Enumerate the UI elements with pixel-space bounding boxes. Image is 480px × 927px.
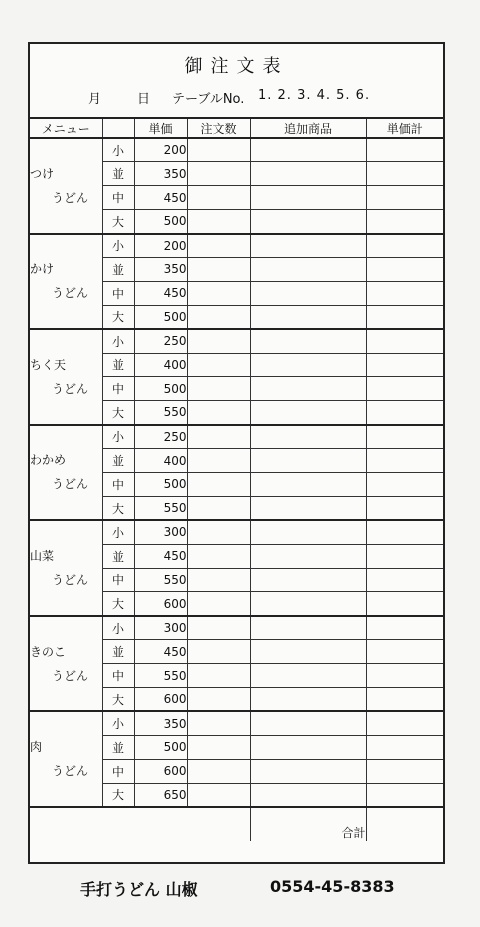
subtotal-input-cell[interactable]	[366, 592, 443, 616]
subtotal-input-cell[interactable]	[366, 711, 443, 735]
qty-input-cell[interactable]	[187, 257, 250, 281]
menu-item-name-line2: うどん	[52, 668, 89, 683]
price-cell: 400	[134, 353, 187, 377]
extra-input-cell[interactable]	[250, 377, 366, 401]
size-cell: 並	[102, 162, 134, 186]
qty-input-cell[interactable]	[187, 472, 250, 496]
price-cell: 500	[134, 735, 187, 759]
extra-input-cell[interactable]	[250, 281, 366, 305]
qty-input-cell[interactable]	[187, 138, 250, 162]
extra-input-cell[interactable]	[250, 401, 366, 425]
size-cell: 並	[102, 735, 134, 759]
price-cell: 500	[134, 210, 187, 234]
table-row	[30, 520, 443, 544]
qty-input-cell[interactable]	[187, 281, 250, 305]
subtotal-input-cell[interactable]	[366, 305, 443, 329]
subtotal-input-cell[interactable]	[366, 186, 443, 210]
order-table	[30, 117, 443, 841]
menu-item-name-line1: 肉	[30, 740, 43, 755]
size-cell: 大	[102, 687, 134, 711]
extra-input-cell[interactable]	[250, 186, 366, 210]
col-header-menu: メニュー	[30, 118, 102, 138]
size-cell: 中	[102, 568, 134, 592]
extra-input-cell[interactable]	[250, 162, 366, 186]
price-cell: 450	[134, 281, 187, 305]
extra-input-cell[interactable]	[250, 353, 366, 377]
extra-input-cell[interactable]	[250, 305, 366, 329]
menu-item-name-line1: つけ	[30, 166, 55, 181]
price-cell: 400	[134, 449, 187, 473]
size-cell: 小	[102, 616, 134, 640]
subtotal-input-cell[interactable]	[366, 472, 443, 496]
qty-input-cell[interactable]	[187, 759, 250, 783]
size-cell: 大	[102, 305, 134, 329]
subtotal-input-cell[interactable]	[366, 496, 443, 520]
total-row	[30, 807, 443, 841]
extra-input-cell[interactable]	[250, 210, 366, 234]
menu-item-name-line1: 山菜	[30, 549, 55, 564]
qty-input-cell[interactable]	[187, 234, 250, 258]
price-cell: 300	[134, 616, 187, 640]
price-cell: 500	[134, 472, 187, 496]
subtotal-input-cell[interactable]	[366, 568, 443, 592]
qty-input-cell[interactable]	[187, 329, 250, 353]
size-cell: 並	[102, 353, 134, 377]
price-cell: 350	[134, 711, 187, 735]
col-header-qty: 注文数	[187, 118, 250, 138]
qty-input-cell[interactable]	[187, 592, 250, 616]
subtotal-input-cell[interactable]	[366, 401, 443, 425]
size-cell: 中	[102, 664, 134, 688]
menu-item-name-line2: うどん	[52, 286, 89, 301]
size-cell: 中	[102, 377, 134, 401]
price-cell: 500	[134, 377, 187, 401]
size-cell: 大	[102, 783, 134, 807]
qty-input-cell[interactable]	[187, 162, 250, 186]
menu-item-name	[30, 425, 102, 521]
qty-input-cell[interactable]	[187, 687, 250, 711]
size-cell: 小	[102, 711, 134, 735]
subtotal-input-cell[interactable]	[366, 281, 443, 305]
table-row	[30, 711, 443, 735]
size-cell: 並	[102, 449, 134, 473]
subtotal-input-cell[interactable]	[366, 616, 443, 640]
size-cell: 大	[102, 401, 134, 425]
price-cell: 350	[134, 257, 187, 281]
subtotal-input-cell[interactable]	[366, 687, 443, 711]
extra-input-cell[interactable]	[250, 616, 366, 640]
size-cell: 小	[102, 425, 134, 449]
price-cell: 550	[134, 664, 187, 688]
menu-item-name	[30, 234, 102, 330]
extra-input-cell[interactable]	[250, 783, 366, 807]
price-cell: 450	[134, 186, 187, 210]
qty-input-cell[interactable]	[187, 616, 250, 640]
extra-input-cell[interactable]	[250, 735, 366, 759]
menu-item-name-line2: うどん	[52, 573, 89, 588]
table-row	[30, 234, 443, 258]
size-cell: 大	[102, 210, 134, 234]
subtotal-input-cell[interactable]	[366, 329, 443, 353]
extra-input-cell[interactable]	[250, 329, 366, 353]
qty-input-cell[interactable]	[187, 520, 250, 544]
qty-input-cell[interactable]	[187, 640, 250, 664]
price-cell: 550	[134, 496, 187, 520]
subtotal-input-cell[interactable]	[366, 783, 443, 807]
extra-input-cell[interactable]	[250, 592, 366, 616]
price-cell: 250	[134, 425, 187, 449]
extra-input-cell[interactable]	[250, 544, 366, 568]
col-header-size	[102, 118, 134, 138]
menu-item-name-line2: うどん	[52, 764, 89, 779]
col-header-extra: 追加商品	[250, 118, 366, 138]
price-cell: 650	[134, 783, 187, 807]
size-cell: 中	[102, 472, 134, 496]
qty-input-cell[interactable]	[187, 664, 250, 688]
menu-item-name-line1: きのこ	[30, 644, 67, 659]
menu-item-name-line2: うどん	[52, 190, 89, 205]
order-sheet	[28, 42, 445, 864]
subtotal-input-cell[interactable]	[366, 640, 443, 664]
price-cell: 600	[134, 592, 187, 616]
qty-input-cell[interactable]	[187, 377, 250, 401]
extra-input-cell[interactable]	[250, 711, 366, 735]
menu-item-name-line1: ちく天	[30, 357, 67, 372]
table-row	[30, 138, 443, 162]
price-cell: 450	[134, 640, 187, 664]
size-cell: 小	[102, 329, 134, 353]
menu-item-name	[30, 520, 102, 616]
extra-input-cell[interactable]	[250, 687, 366, 711]
page-title: 御注文表	[184, 56, 289, 77]
size-cell: 大	[102, 592, 134, 616]
total-input-cell[interactable]	[366, 807, 443, 841]
menu-item-name	[30, 138, 102, 234]
table-number-options: 1. 2. 3. 4. 5. 6.	[258, 88, 371, 103]
size-cell: 中	[102, 186, 134, 210]
table-number-label: テーブルNo.	[172, 92, 245, 107]
menu-item-name-line2: うどん	[52, 381, 89, 396]
size-cell: 中	[102, 281, 134, 305]
price-cell: 550	[134, 401, 187, 425]
qty-input-cell[interactable]	[187, 735, 250, 759]
total-label: 合計	[250, 807, 366, 841]
price-cell: 300	[134, 520, 187, 544]
qty-input-cell[interactable]	[187, 783, 250, 807]
table-row	[30, 329, 443, 353]
extra-input-cell[interactable]	[250, 759, 366, 783]
subtotal-input-cell[interactable]	[366, 377, 443, 401]
qty-input-cell[interactable]	[187, 496, 250, 520]
extra-input-cell[interactable]	[250, 520, 366, 544]
price-cell: 500	[134, 305, 187, 329]
subtotal-input-cell[interactable]	[366, 664, 443, 688]
size-cell: 小	[102, 138, 134, 162]
table-row	[30, 425, 443, 449]
menu-item-name	[30, 616, 102, 712]
order-body	[30, 138, 443, 841]
menu-item-name	[30, 329, 102, 425]
size-cell: 小	[102, 520, 134, 544]
extra-input-cell[interactable]	[250, 234, 366, 258]
price-cell: 350	[134, 162, 187, 186]
qty-input-cell[interactable]	[187, 210, 250, 234]
col-header-price: 単価	[134, 118, 187, 138]
total-blank-cell	[30, 807, 250, 841]
subtotal-input-cell[interactable]	[366, 257, 443, 281]
menu-item-name	[30, 711, 102, 807]
menu-item-name-line1: かけ	[30, 262, 55, 277]
price-cell: 200	[134, 138, 187, 162]
subtotal-input-cell[interactable]	[366, 210, 443, 234]
qty-input-cell[interactable]	[187, 305, 250, 329]
subtotal-input-cell[interactable]	[366, 162, 443, 186]
extra-input-cell[interactable]	[250, 138, 366, 162]
size-cell: 並	[102, 640, 134, 664]
day-label: 日	[137, 92, 151, 107]
shop-name: 手打うどん 山椒	[80, 880, 198, 899]
qty-input-cell[interactable]	[187, 449, 250, 473]
menu-item-name-line2: うどん	[52, 477, 89, 492]
subtotal-input-cell[interactable]	[366, 735, 443, 759]
extra-input-cell[interactable]	[250, 257, 366, 281]
table-row	[30, 616, 443, 640]
qty-input-cell[interactable]	[187, 425, 250, 449]
subtotal-input-cell[interactable]	[366, 353, 443, 377]
size-cell: 大	[102, 496, 134, 520]
size-cell: 並	[102, 544, 134, 568]
price-cell: 200	[134, 234, 187, 258]
qty-input-cell[interactable]	[187, 186, 250, 210]
extra-input-cell[interactable]	[250, 425, 366, 449]
subtotal-input-cell[interactable]	[366, 425, 443, 449]
extra-input-cell[interactable]	[250, 449, 366, 473]
qty-input-cell[interactable]	[187, 353, 250, 377]
menu-item-name-line1: わかめ	[30, 453, 67, 468]
subtotal-input-cell[interactable]	[366, 234, 443, 258]
subtotal-input-cell[interactable]	[366, 544, 443, 568]
subtotal-input-cell[interactable]	[366, 520, 443, 544]
month-label: 月	[88, 92, 102, 107]
col-header-subtotal: 単価計	[366, 118, 443, 138]
extra-input-cell[interactable]	[250, 640, 366, 664]
size-cell: 中	[102, 759, 134, 783]
price-cell: 600	[134, 687, 187, 711]
price-cell: 250	[134, 329, 187, 353]
size-cell: 小	[102, 234, 134, 258]
qty-input-cell[interactable]	[187, 401, 250, 425]
qty-input-cell[interactable]	[187, 711, 250, 735]
price-cell: 550	[134, 568, 187, 592]
qty-input-cell[interactable]	[187, 544, 250, 568]
subtotal-input-cell[interactable]	[366, 449, 443, 473]
shop-phone: 0554-45-8383	[270, 877, 395, 896]
subtotal-input-cell[interactable]	[366, 759, 443, 783]
qty-input-cell[interactable]	[187, 568, 250, 592]
header-row	[30, 118, 443, 138]
price-cell: 450	[134, 544, 187, 568]
size-cell: 並	[102, 257, 134, 281]
extra-input-cell[interactable]	[250, 568, 366, 592]
subtotal-input-cell[interactable]	[366, 138, 443, 162]
extra-input-cell[interactable]	[250, 472, 366, 496]
extra-input-cell[interactable]	[250, 664, 366, 688]
extra-input-cell[interactable]	[250, 496, 366, 520]
price-cell: 600	[134, 759, 187, 783]
